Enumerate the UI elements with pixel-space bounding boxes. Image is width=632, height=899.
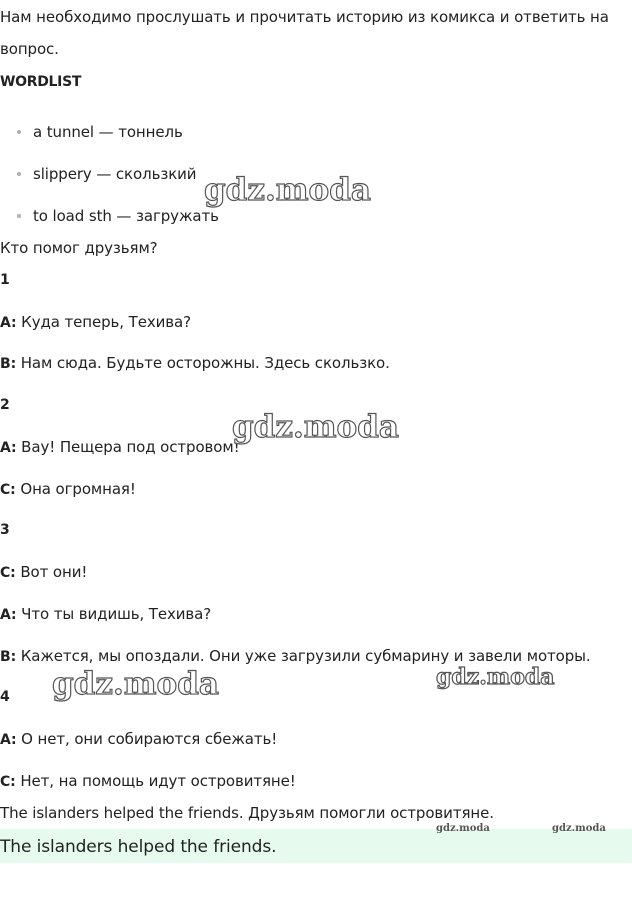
dialogue-text: Куда теперь, Техива? <box>21 313 191 331</box>
bullet-icon <box>17 214 21 218</box>
speaker-label: B: <box>0 649 17 665</box>
dialogue-text: Нам сюда. Будьте осторожны. Здесь скользко. <box>20 354 390 372</box>
dialogue-line <box>0 437 240 458</box>
dialogue-text: Вот они! <box>20 563 88 581</box>
watermark-logo: gdz.moda <box>552 823 606 834</box>
bullet-icon <box>17 172 21 176</box>
dialogue-line <box>0 312 191 333</box>
frame-number: 2 <box>0 397 10 413</box>
intro-text-line-1: Нам необходимо прослушать и прочитать историю из комикса и ответить на <box>0 8 609 26</box>
summary-text: The islanders helped the friends. Друзьям помогли островитяне. <box>0 804 494 822</box>
frame-number: 1 <box>0 272 10 288</box>
watermark-logo: gdz.moda <box>52 666 219 702</box>
frame-number: 4 <box>0 689 10 705</box>
bullet-icon <box>17 130 21 134</box>
wordlist-heading: WORDLIST <box>0 74 82 90</box>
speaker-label: C: <box>0 565 16 581</box>
dialogue-line <box>0 562 87 583</box>
speaker-label: B: <box>0 356 17 372</box>
dialogue-line <box>0 771 296 792</box>
dialogue-line <box>0 479 136 500</box>
wordlist-item: slippery — скользкий <box>33 164 196 184</box>
dialogue-line <box>0 604 211 625</box>
answer-text: The islanders helped the friends. <box>0 837 277 857</box>
speaker-label: A: <box>0 440 17 456</box>
speaker-label: C: <box>0 482 16 498</box>
dialogue-text: Нет, на помощь идут островитяне! <box>20 772 296 790</box>
speaker-label: A: <box>0 315 17 331</box>
wordlist-item: a tunnel — тоннель <box>33 122 183 142</box>
watermark-logo: gdz.moda <box>232 409 399 445</box>
dialogue-text: О нет, они собираются сбежать! <box>21 730 278 748</box>
dialogue-line <box>0 729 277 750</box>
intro-text-line-2: вопрос. <box>0 40 59 58</box>
dialogue-line <box>0 353 390 374</box>
watermark-logo: gdz.moda <box>436 664 555 690</box>
watermark-logo: gdz.moda <box>436 823 490 834</box>
speaker-label: C: <box>0 774 16 790</box>
speaker-label: A: <box>0 607 17 623</box>
dialogue-text: Она огромная! <box>20 480 136 498</box>
dialogue-text: Что ты видишь, Техива? <box>21 605 212 623</box>
speaker-label: A: <box>0 732 17 748</box>
frame-number: 3 <box>0 522 10 538</box>
dialogue-text: Вау! Пещера под островом! <box>21 438 240 456</box>
dialogue-text: Кажется, мы опоздали. Они уже загрузили субмарину и завели моторы. <box>20 647 591 665</box>
question: Кто помог друзьям? <box>0 239 158 257</box>
wordlist-item: to load sth — загружать <box>33 206 219 226</box>
watermark-logo: gdz.moda <box>204 172 371 208</box>
